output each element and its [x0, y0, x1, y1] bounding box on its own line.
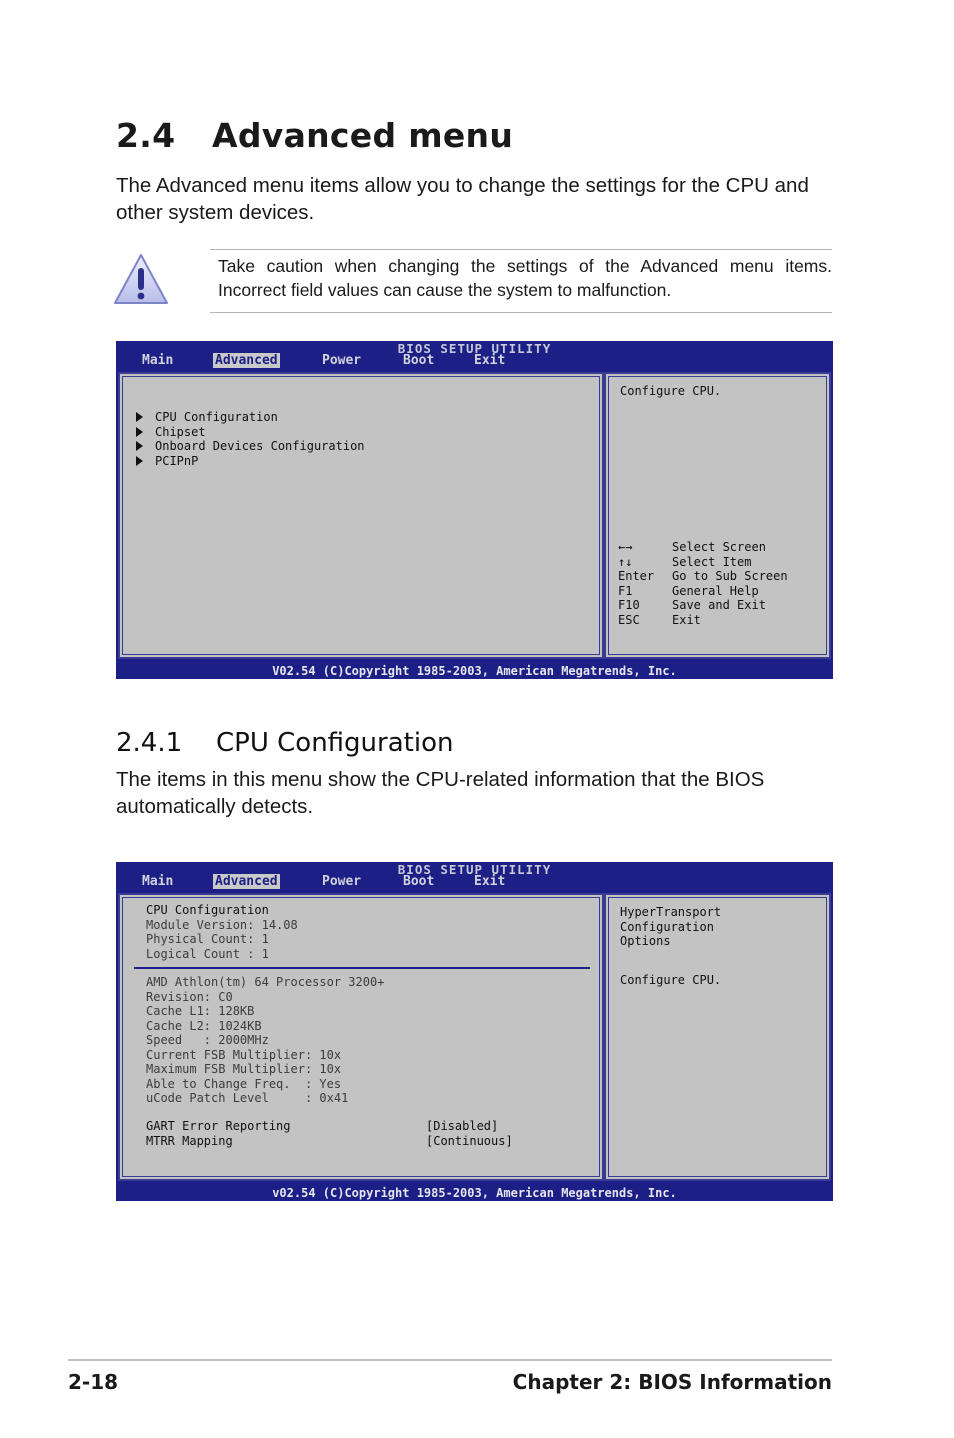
caution-text: Take caution when changing the settings of the Advanced menu items. Incorrect field values can cause the system to malfunction. [218, 256, 832, 300]
info-line: Physical Count: 1 [146, 932, 269, 946]
submenu-arrow-icon [136, 456, 143, 466]
info-line: uCode Patch Level : 0x41 [146, 1091, 349, 1105]
key-row: F10 Save and Exit [618, 598, 766, 612]
info-line: Cache L2: 1024KB [146, 1018, 262, 1033]
setting-gart-error-reporting[interactable] [146, 1119, 586, 1134]
subsection-title: CPU Configuration [216, 728, 454, 758]
tab-advanced[interactable]: Advanced [215, 353, 278, 368]
key-row: F1 General Help [618, 583, 759, 598]
cpu-info-block [146, 975, 384, 1106]
subsection-intro: The items in this menu show the CPU-related information that the BIOS automatically detects. [116, 768, 765, 818]
menu-item-onboard-devices[interactable]: Onboard Devices Configuration [136, 439, 365, 454]
key-legend [618, 540, 788, 627]
module-info-block [146, 903, 298, 961]
key-row: ESC Exit [618, 612, 701, 627]
setting-value: [Disabled] [426, 1119, 499, 1133]
menu-item-chipset[interactable]: Chipset [136, 425, 365, 440]
bios-title: BIOS SETUP UTILITY [397, 862, 552, 877]
info-line: AMD Athlon(tm) 64 Processor 3200+ [146, 975, 385, 989]
submenu-arrow-icon [136, 441, 143, 451]
key-row: Enter Go to Sub Screen [618, 569, 788, 583]
info-line: Cache L1: 128KB [146, 1004, 255, 1018]
section-title: Advanced menu [212, 116, 514, 155]
menu-item-cpu-configuration[interactable]: CPU Configuration [136, 410, 365, 425]
bios-menubar [116, 341, 833, 371]
help-text: Configure CPU. [620, 384, 722, 398]
bios-help-panel [604, 893, 831, 1181]
info-line: Module Version: 14.08 [146, 917, 298, 932]
bios-title: BIOS SETUP UTILITY [397, 341, 552, 356]
info-line: Revision: C0 [146, 989, 233, 1004]
subsection-heading [116, 728, 453, 758]
bios-main-panel [118, 372, 604, 659]
tab-power[interactable]: Power [322, 874, 362, 889]
submenu-arrow-icon [136, 427, 143, 437]
setting-value: [Continuous] [426, 1133, 513, 1148]
tab-main[interactable]: Main [142, 874, 174, 889]
info-line: Current FSB Multiplier: 10x [146, 1047, 342, 1062]
bios-screen-advanced [116, 341, 833, 679]
info-line: Maximum FSB Multiplier: 10x [146, 1062, 342, 1076]
section-intro: The Advanced menu items allow you to change the settings for the CPU and other system devices. [116, 174, 809, 224]
menu-item-pcipnp[interactable]: PCIPnP [136, 454, 365, 469]
setting-label: MTRR Mapping [146, 1133, 233, 1148]
setting-mtrr-mapping[interactable] [146, 1134, 586, 1149]
section-heading [116, 116, 513, 155]
tab-advanced[interactable]: Advanced [215, 874, 278, 889]
tab-exit[interactable]: Exit [474, 353, 506, 368]
section-divider [134, 967, 590, 969]
info-line: Able to Change Freq. : Yes [146, 1076, 342, 1091]
subsection-number: 2.4.1 [116, 728, 183, 758]
help-text-secondary: Configure CPU. [620, 973, 722, 987]
footer-rule [68, 1359, 832, 1361]
bios-main-panel [118, 893, 604, 1181]
bios-copyright: V02.54 (C)Copyright 1985-2003, American Megatrends, Inc. [272, 664, 677, 678]
help-text: HyperTransport Configuration Options [620, 905, 722, 948]
tab-boot[interactable]: Boot [403, 353, 435, 368]
chapter-title: Chapter 2: BIOS Information [512, 1370, 832, 1394]
page-number: 2-18 [68, 1370, 119, 1394]
bios-menu-list [136, 410, 365, 468]
bios-help-panel [604, 372, 831, 659]
tab-main[interactable]: Main [142, 353, 174, 368]
key-row: ←→ Select Screen [618, 540, 766, 554]
caution-bottom-rule [210, 312, 832, 313]
bios-copyright: v02.54 (C)Copyright 1985-2003, American Megatrends, Inc. [272, 1186, 677, 1200]
tab-exit[interactable]: Exit [474, 874, 506, 889]
info-line: Logical Count : 1 [146, 946, 269, 961]
info-line: Speed : 2000MHz [146, 1033, 269, 1047]
cpu-config-header: CPU Configuration [146, 903, 269, 917]
caution-top-rule [210, 249, 832, 250]
tab-boot[interactable]: Boot [403, 874, 435, 889]
key-row: ↑↓ Select Item [618, 554, 752, 569]
bios-menubar [116, 862, 833, 892]
setting-label: GART Error Reporting [146, 1119, 291, 1133]
bios-screen-cpu-configuration [116, 862, 833, 1201]
tab-power[interactable]: Power [322, 353, 362, 368]
submenu-arrow-icon [136, 412, 143, 422]
settings-block [146, 1119, 586, 1148]
warning-triangle-icon [112, 252, 170, 306]
section-number: 2.4 [116, 116, 176, 155]
